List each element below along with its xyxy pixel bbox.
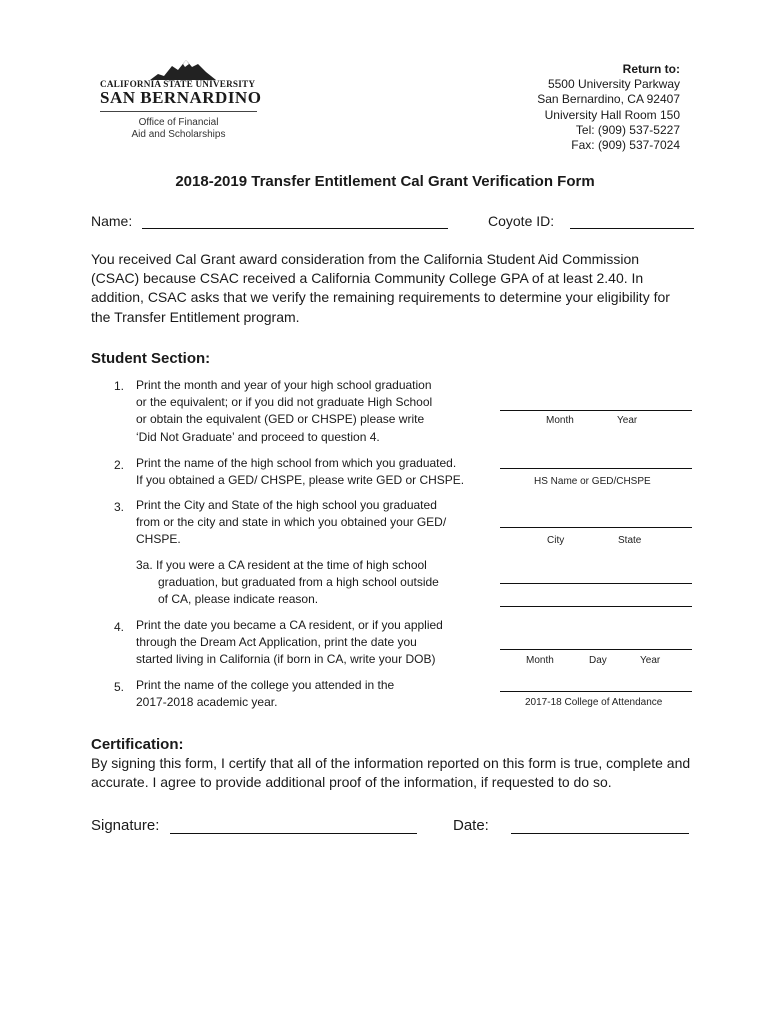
q4-line-3: started living in California (if born in CA, write your DOB) <box>136 652 436 667</box>
signature-field[interactable] <box>170 820 417 834</box>
q2-line-2: If you obtained a GED/ CHSPE, please write GED or CHSPE. <box>136 473 465 488</box>
q3-number: 3. <box>114 500 125 514</box>
office-line-2: Aid and Scholarships <box>131 129 226 140</box>
q5-text <box>136 677 394 711</box>
return-line-1: 5500 University Parkway <box>547 77 680 92</box>
logo-divider <box>100 111 257 112</box>
q2-line-1: Print the name of the high school from which you graduated. <box>136 456 457 470</box>
q5-college-label: 2017-18 College of Attendance <box>525 697 663 708</box>
name-label: Name: <box>91 213 133 229</box>
q4-line-1: Print the date you became a CA resident, or if you applied <box>136 618 443 632</box>
q4-answer-line[interactable] <box>500 649 692 650</box>
q5-number: 5. <box>114 680 125 694</box>
q1-line-3: or obtain the equivalent (GED or CHSPE) please write <box>136 412 425 427</box>
q5-line-1: Print the name of the college you attended in the <box>136 678 395 692</box>
q2-answer-line[interactable] <box>500 468 692 469</box>
coyote-id-row <box>488 213 694 229</box>
university-name: CALIFORNIA STATE UNIVERSITY <box>100 79 256 89</box>
certification-heading: Certification: <box>91 736 184 753</box>
q5-line-2: 2017-2018 academic year. <box>136 695 278 710</box>
q1-line-4: ‘Did Not Graduate’ and proceed to question 4. <box>136 429 380 444</box>
q3-line-3: CHSPE. <box>136 532 181 547</box>
q3-line-1: Print the City and State of the high school you graduated <box>136 498 437 512</box>
q4-month-label: Month <box>526 655 554 666</box>
q3-state-label: State <box>618 535 642 546</box>
q4-line-2: through the Dream Act Application, print the date you <box>136 635 417 650</box>
coyote-id-label: Coyote ID: <box>488 213 555 229</box>
q3a-line-2: graduation, but graduated from a high school outside <box>158 575 439 590</box>
q1-number: 1. <box>114 379 125 393</box>
return-tel: Tel: (909) 537-5227 <box>575 122 680 137</box>
mountain-logo-icon <box>150 58 216 80</box>
return-address <box>537 62 680 153</box>
date-field[interactable] <box>511 820 689 834</box>
return-line-3: University Hall Room 150 <box>544 107 680 122</box>
coyote-id-field[interactable] <box>570 215 694 229</box>
q1-month-label: Month <box>546 415 574 426</box>
q1-answer-line[interactable] <box>500 410 692 411</box>
q3-line-2: from or the city and state in which you obtained your GED/ <box>136 515 447 530</box>
form-title: 2018-2019 Transfer Entitlement Cal Grant Verification Form <box>175 173 595 190</box>
q4-number: 4. <box>114 620 125 634</box>
q4-year-label: Year <box>640 655 661 666</box>
office-name <box>100 117 257 141</box>
date-label: Date: <box>453 817 489 834</box>
office-line-1: Office of Financial <box>138 117 219 128</box>
q1-line-1: Print the month and year of your high school graduation <box>136 378 432 392</box>
name-field[interactable] <box>142 215 448 229</box>
q3-answer-line[interactable] <box>500 527 692 528</box>
q3a-text <box>136 557 439 609</box>
university-logo <box>100 58 260 144</box>
date-row <box>453 817 689 834</box>
q3a-answer-line-1[interactable] <box>500 583 692 584</box>
return-heading: Return to: <box>622 62 680 76</box>
return-fax: Fax: (909) 537-7024 <box>571 138 680 153</box>
signature-label: Signature: <box>91 817 160 834</box>
q1-line-2: or the equivalent; or if you did not graduate High School <box>136 395 433 410</box>
q3-text <box>136 497 446 549</box>
q3-city-label: City <box>547 535 565 546</box>
q4-day-label: Day <box>589 655 607 666</box>
q2-number: 2. <box>114 458 125 472</box>
q5-answer-line[interactable] <box>500 691 692 692</box>
q3a-line-1: 3a. If you were a CA resident at the time of high school <box>136 558 427 572</box>
q4-text <box>136 617 443 669</box>
student-section-heading: Student Section: <box>91 350 211 367</box>
q3a-answer-line-2[interactable] <box>500 606 692 607</box>
q2-hs-name-label: HS Name or GED/CHSPE <box>534 476 651 487</box>
return-line-2: San Bernardino, CA 92407 <box>537 92 680 107</box>
campus-name: SAN BERNARDINO <box>100 88 262 107</box>
signature-row <box>91 817 417 834</box>
q3a-line-3: of CA, please indicate reason. <box>158 592 319 607</box>
name-row <box>91 213 448 229</box>
q1-year-label: Year <box>617 415 638 426</box>
q2-text <box>136 455 464 489</box>
intro-paragraph: You received Cal Grant award consideration from the California Student Aid Commission (CSAC) because CSAC received a California Community College GPA of at least 2.40. In addition, CSAC asks that we verify the remaining requirements to determine your eligibility for the Transfer Entitlement program. <box>91 251 670 325</box>
certification-text: By signing this form, I certify that all of the information reported on this form is true, complete and accurate. I agree to provide additional proof of the information, if requested to do so. <box>91 755 691 790</box>
q1-text <box>136 377 432 446</box>
